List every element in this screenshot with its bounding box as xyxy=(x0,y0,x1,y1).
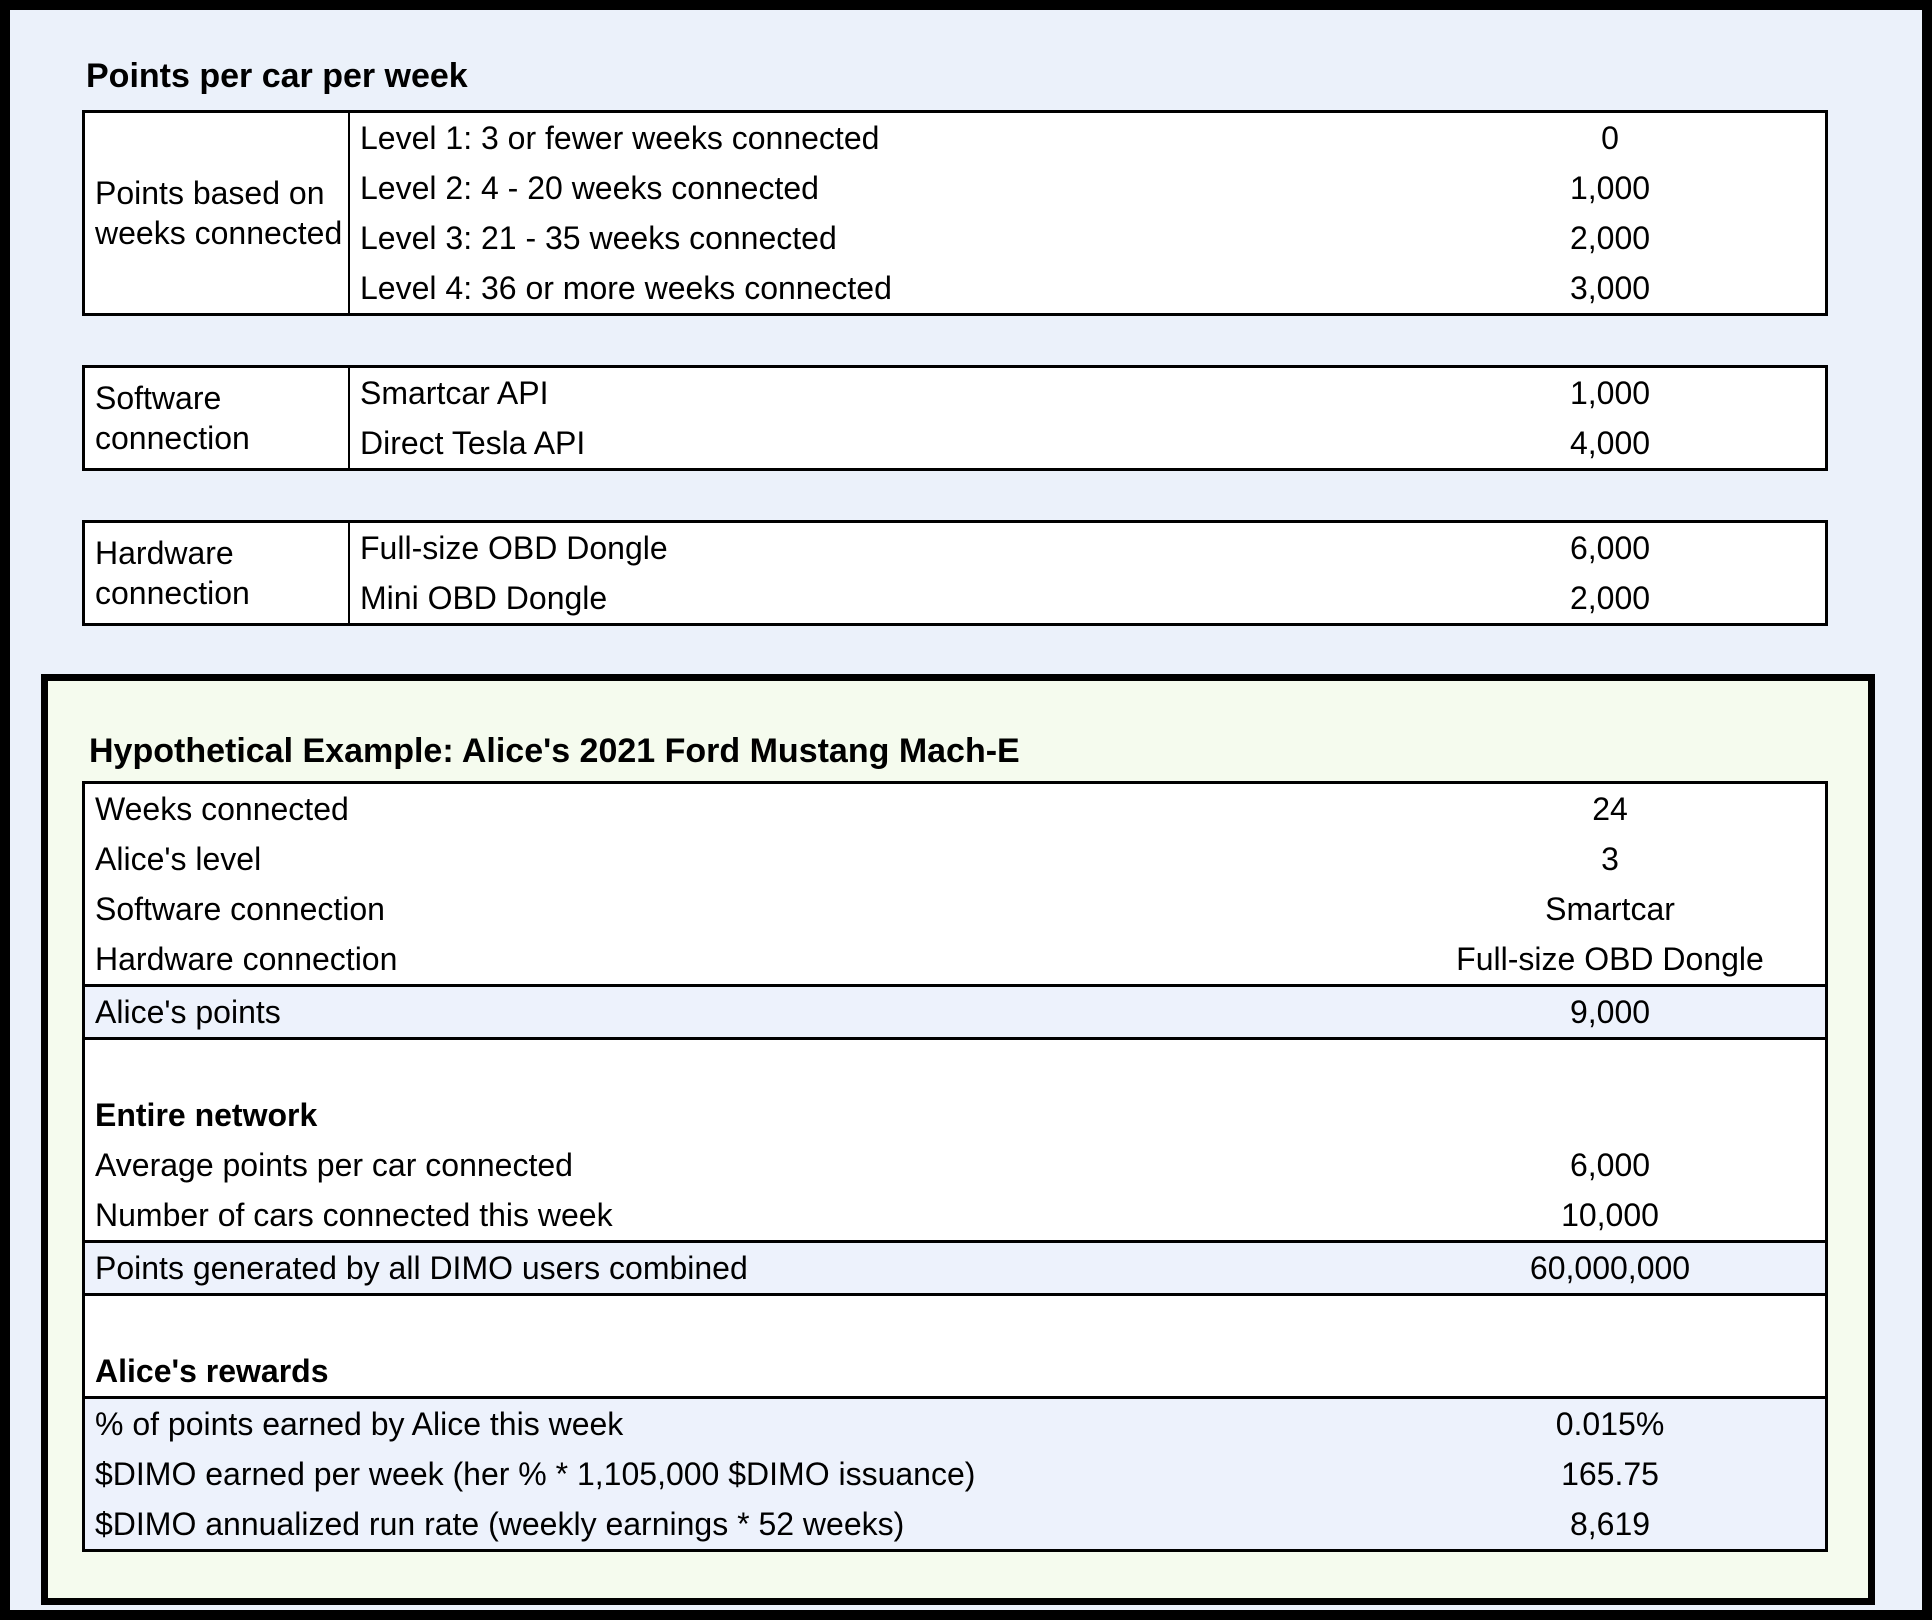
table-row xyxy=(85,784,1825,834)
table-row xyxy=(85,1399,1825,1449)
row-label: Number of cars connected this week xyxy=(95,1196,613,1233)
row-value: 8,619 xyxy=(1569,1505,1651,1542)
network-heading-row xyxy=(85,1090,1825,1140)
row-value: 9,000 xyxy=(1569,993,1651,1030)
level-value: 3,000 xyxy=(1569,269,1651,306)
software-desc: Direct Tesla API xyxy=(360,424,586,461)
hardware-connection-table xyxy=(82,520,1828,626)
row-label: Alice's level xyxy=(95,840,262,877)
row-label: Software connection xyxy=(95,890,385,927)
row-label: $DIMO earned per week (her % * 1,105,000 $DIMO issuance) xyxy=(95,1455,976,1492)
table-row xyxy=(85,884,1825,934)
example-table xyxy=(82,781,1828,1552)
hardware-value: 2,000 xyxy=(1569,579,1651,616)
points-heading: Points per car per week xyxy=(86,57,468,95)
hardware-desc: Mini OBD Dongle xyxy=(360,579,608,616)
row-label: Average points per car connected xyxy=(95,1146,573,1183)
level-desc: Level 2: 4 - 20 weeks connected xyxy=(360,169,819,206)
level-value: 0 xyxy=(1601,119,1619,156)
hardware-table-row-label: Hardware connection xyxy=(85,523,350,623)
table-row xyxy=(85,834,1825,884)
software-value: 1,000 xyxy=(1569,374,1651,411)
section-subheading: Entire network xyxy=(95,1096,318,1133)
alice-points-row xyxy=(85,984,1825,1040)
network-total-row xyxy=(85,1240,1825,1296)
row-value: Smartcar xyxy=(1545,890,1675,927)
example-panel xyxy=(41,674,1875,1605)
rewards-group xyxy=(85,1396,1825,1549)
table-row xyxy=(85,934,1825,984)
row-label: Weeks connected xyxy=(95,790,349,827)
software-table-row-label: Software connection xyxy=(85,368,350,468)
hardware-value: 6,000 xyxy=(1569,529,1651,566)
weeks-points-table xyxy=(82,110,1828,316)
row-value: 60,000,000 xyxy=(1529,1249,1691,1286)
software-desc: Smartcar API xyxy=(360,374,549,411)
rewards-heading-row xyxy=(85,1346,1825,1396)
row-value: Full-size OBD Dongle xyxy=(1456,940,1764,977)
row-value: 24 xyxy=(1592,790,1628,827)
table-row xyxy=(85,1190,1825,1240)
level-desc: Level 4: 36 or more weeks connected xyxy=(360,269,892,306)
hardware-desc: Full-size OBD Dongle xyxy=(360,529,668,566)
level-desc: Level 1: 3 or fewer weeks connected xyxy=(360,119,880,156)
row-value: 0.015% xyxy=(1555,1405,1665,1442)
weeks-table-row-label: Points based on weeks connected xyxy=(85,113,350,313)
section-subheading: Alice's rewards xyxy=(95,1352,329,1389)
row-value: 10,000 xyxy=(1561,1196,1659,1233)
row-value: 6,000 xyxy=(1569,1146,1651,1183)
software-connection-table xyxy=(82,365,1828,471)
table-row xyxy=(85,1140,1825,1190)
row-label: Hardware connection xyxy=(95,940,398,977)
row-label: Alice's points xyxy=(95,993,281,1030)
row-label: % of points earned by Alice this week xyxy=(95,1405,624,1442)
example-heading: Hypothetical Example: Alice's 2021 Ford Mustang Mach-E xyxy=(89,732,1020,770)
table-row xyxy=(85,1499,1825,1549)
software-value: 4,000 xyxy=(1569,424,1651,461)
row-label: $DIMO annualized run rate (weekly earnings * 52 weeks) xyxy=(95,1505,905,1542)
row-value: 3 xyxy=(1601,840,1619,877)
level-value: 1,000 xyxy=(1569,169,1651,206)
row-label: Points generated by all DIMO users combined xyxy=(95,1249,748,1286)
row-value: 165.75 xyxy=(1561,1455,1659,1492)
level-value: 2,000 xyxy=(1569,219,1651,256)
level-desc: Level 3: 21 - 35 weeks connected xyxy=(360,219,837,256)
table-row xyxy=(85,1449,1825,1499)
spacer-row xyxy=(85,1296,1825,1346)
spacer-row xyxy=(85,1040,1825,1090)
